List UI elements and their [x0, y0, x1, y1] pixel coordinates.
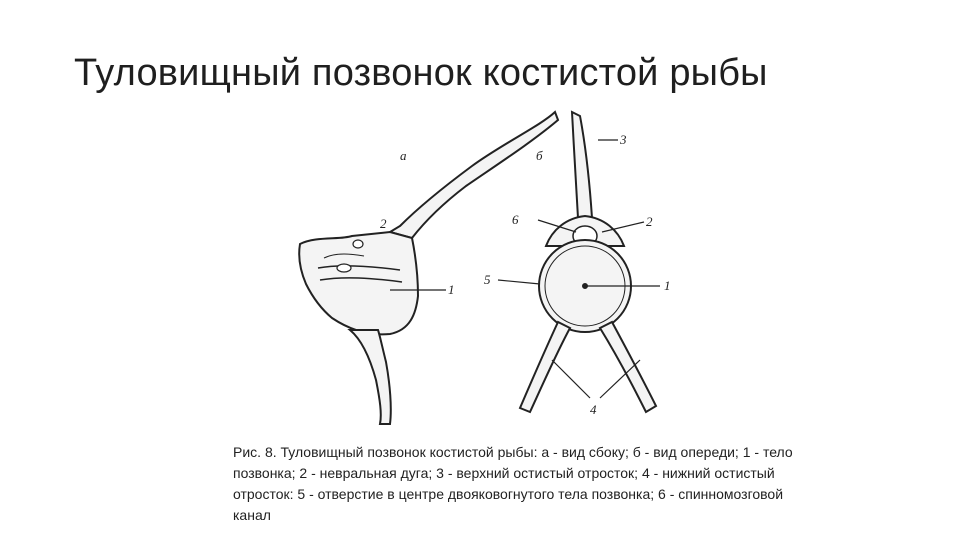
label-1-right: 1 — [664, 278, 671, 293]
label-4: 4 — [590, 402, 597, 417]
label-a: а — [400, 148, 407, 163]
label-b: б — [536, 148, 543, 163]
figure-caption: Рис. 8. Туловищный позвонок костистой рыбы: а - вид сбоку; б - вид опереди; 1 - тело позвонка; 2 - невральная дуга; 3 - верхний остистый отросток; 4 - нижний остистый отросток: 5 - отверстие в центре двояковогнутого тела позвонка; 6 - спинномозговой канал — [233, 444, 793, 523]
vertebra-figure — [240, 108, 700, 428]
side-view-drawing — [299, 112, 558, 424]
slide-title: Туловищный позвонок костистой рыбы — [74, 52, 768, 94]
label-2-right: 2 — [646, 214, 653, 229]
label-5: 5 — [484, 272, 491, 287]
label-1-left: 1 — [448, 282, 455, 297]
label-3: 3 — [620, 132, 627, 147]
label-2-left: 2 — [380, 216, 387, 231]
label-6: 6 — [512, 212, 519, 227]
